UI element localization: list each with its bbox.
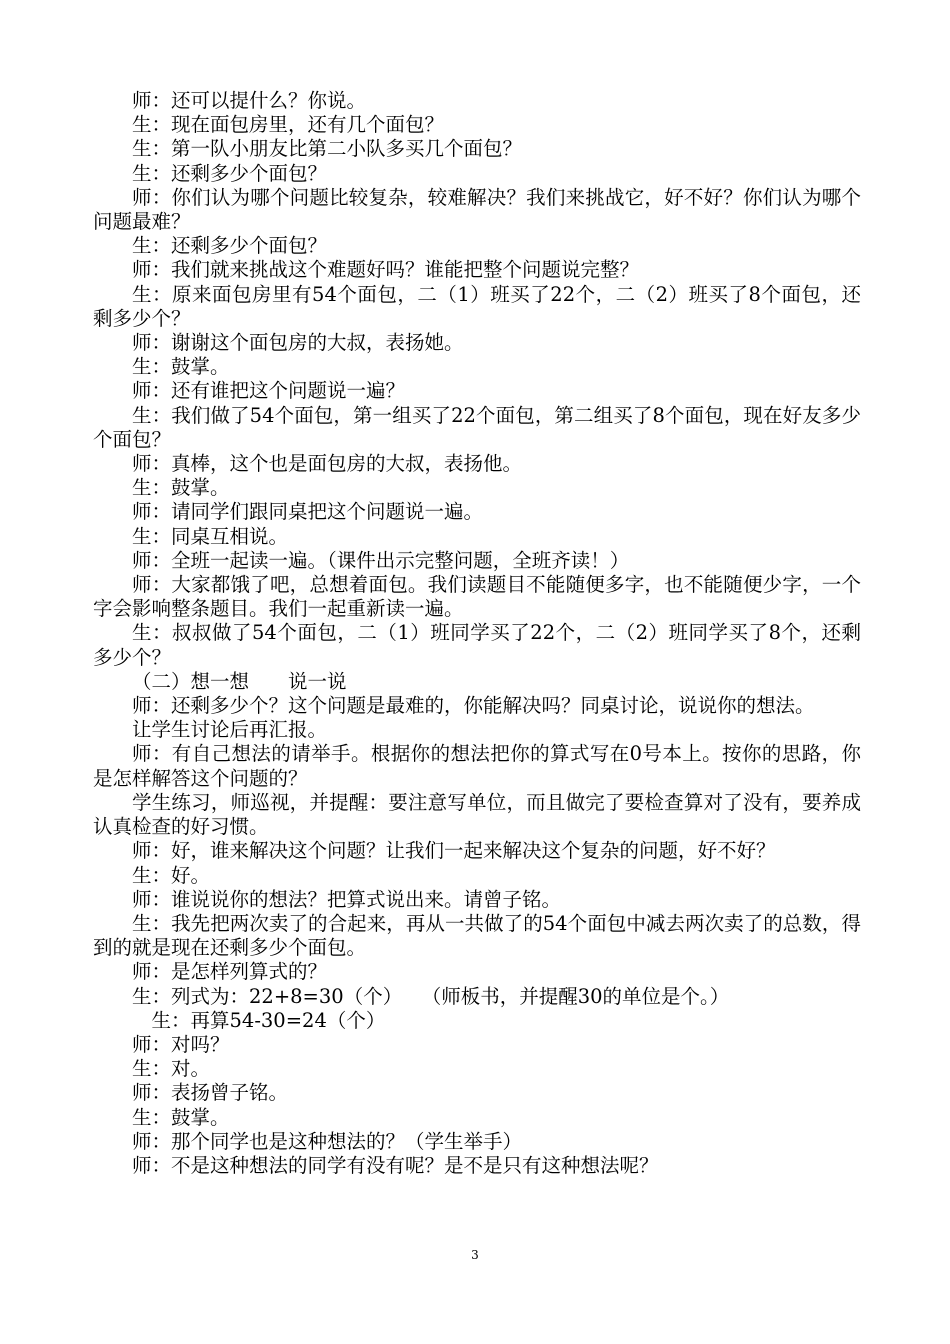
paragraph: 生：第一队小朋友比第二小队多买几个面包？ <box>132 137 523 161</box>
paragraph: 生：鼓掌。 <box>132 476 230 500</box>
paragraph: 生：对。 <box>132 1057 211 1081</box>
paragraph: 师：还剩多少个？这个问题是最难的，你能解决吗？同桌讨论，说说你的想法。 <box>132 694 815 718</box>
paragraph: 师：还可以提什么？你说。 <box>132 89 367 112</box>
paragraph: 生：还剩多少个面包？ <box>132 161 328 185</box>
document-body <box>93 89 861 1178</box>
paragraph: 生：鼓掌。 <box>132 355 230 379</box>
paragraph: 师：好，谁来解决这个问题？让我们一起来解决这个复杂的问题，好不好？ <box>132 839 776 863</box>
paragraph: 生：我先把两次卖了的合起来，再从一共做了的54个面包中减去两次卖了的总数，得到的就是现在还剩多少个面包。 <box>93 911 861 960</box>
paragraph: 师：谁说说你的想法？把算式说出来。请曾子铭。 <box>132 887 562 911</box>
paragraph: 师：谢谢这个面包房的大叔，表扬她。 <box>132 331 464 355</box>
paragraph: 生：再算54-30=24（个） <box>151 1008 386 1032</box>
paragraph: 生：列式为：22+8=30（个） （师板书，并提醒30的单位是个。） <box>132 984 730 1008</box>
paragraph: 师：真棒，这个也是面包房的大叔，表扬他。 <box>132 452 523 476</box>
paragraph: 师：表扬曾子铭。 <box>132 1081 289 1105</box>
paragraph: 生：我们做了54个面包，第一组买了22个面包，第二组买了8个面包，现在好友多少个面包？ <box>93 403 861 451</box>
paragraph: 师：还有谁把这个问题说一遍？ <box>132 379 406 403</box>
paragraph: 师：那个同学也是这种想法的？（学生举手） <box>132 1129 523 1153</box>
paragraph: 生：鼓掌。 <box>132 1105 230 1129</box>
paragraph: 生：原来面包房里有54个面包，二（1）班买了22个，二（2）班买了8个面包，还剩多少个？ <box>93 282 861 330</box>
paragraph: 生：同桌互相说。 <box>132 524 289 548</box>
paragraph: 师：我们就来挑战这个难题好吗？谁能把整个问题说完整？ <box>132 258 640 282</box>
paragraph: 生：还剩多少个面包？ <box>132 234 328 258</box>
section-heading: （二）想一想 说一说 <box>132 669 347 693</box>
paragraph: 师：请同学们跟同桌把这个问题说一遍。 <box>132 500 484 524</box>
paragraph: 师：不是这种想法的同学有没有呢？是不是只有这种想法呢？ <box>132 1153 659 1177</box>
paragraph: 生：好。 <box>132 863 211 887</box>
paragraph: 让学生讨论后再汇报。 <box>132 718 328 742</box>
page-number: 3 <box>471 1248 479 1262</box>
paragraph: 师：全班一起读一遍。（课件出示完整问题，全班齐读！） <box>132 548 630 572</box>
paragraph: 学生练习，师巡视，并提醒：要注意写单位，而且做完了要检查算对了没有，要养成认真检查的好习惯。 <box>93 790 861 839</box>
paragraph: 师：是怎样列算式的？ <box>132 960 328 984</box>
paragraph: 生：叔叔做了54个面包，二（1）班同学买了22个，二（2）班同学买了8个，还剩多少个？ <box>93 621 861 669</box>
paragraph: 生：现在面包房里，还有几个面包？ <box>132 113 445 137</box>
paragraph: 师：你们认为哪个问题比较复杂，较难解决？我们来挑战它，好不好？你们认为哪个问题最难？ <box>93 185 861 234</box>
paragraph: 师：大家都饿了吧，总想着面包。我们读题目不能随便多字，也不能随便少字，一个字会影响整条题目。我们一起重新读一遍。 <box>93 573 861 621</box>
paragraph: 师：对吗？ <box>132 1032 230 1056</box>
paragraph: 师：有自己想法的请举手。根据你的想法把你的算式写在0号本上。按你的思路，你是怎样解答这个问题的？ <box>93 742 861 790</box>
